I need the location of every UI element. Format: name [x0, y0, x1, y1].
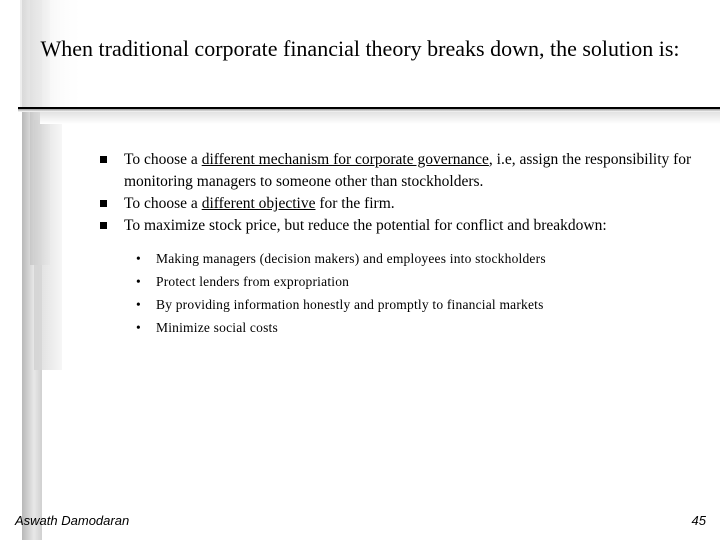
sub-bullet-text: Protect lenders from expropriation [156, 274, 350, 289]
dot-bullet-icon: • [136, 274, 141, 289]
decorative-rule-shadow-band [40, 112, 720, 124]
decorative-left-bar-3 [34, 120, 62, 370]
page-number: 45 [691, 513, 706, 528]
bullet-text-pre: To maximize stock price, but reduce the potential for conflict and breakdown: [124, 217, 607, 234]
bullet-underlined-text: different objective [201, 195, 316, 212]
square-bullet-icon [100, 200, 107, 207]
sub-bullet-text: Making managers (decision makers) and employees into stockholders [156, 251, 546, 266]
bullet-text-post: , i.e, assign the responsibility for monitoring managers to someone other than stockholders. [124, 151, 692, 190]
footer-author: Aswath Damodaran [15, 513, 130, 528]
dot-bullet-icon: • [136, 251, 141, 266]
bullet-item [98, 149, 698, 193]
dot-bullet-icon: • [136, 320, 141, 335]
main-bullet-list [98, 149, 698, 237]
bullet-text-post: for the firm. [315, 195, 395, 212]
bullet-underlined-text: different mechanism for corporate governance [201, 151, 489, 168]
title-divider-shadow [18, 109, 720, 112]
sub-bullet-text: Minimize social costs [156, 320, 278, 335]
sub-bullet-item [136, 293, 696, 316]
bullet-item [98, 215, 698, 237]
slide-title: When traditional corporate financial theory breaks down, the solution is: [40, 36, 680, 61]
bullet-text-pre: To choose a [124, 151, 202, 168]
bullet-item [98, 193, 698, 215]
sub-bullet-item [136, 316, 696, 339]
sub-bullet-item [136, 247, 696, 270]
square-bullet-icon [100, 156, 107, 163]
square-bullet-icon [100, 222, 107, 229]
dot-bullet-icon: • [136, 297, 141, 312]
sub-bullet-item [136, 270, 696, 293]
sub-bullet-text: By providing information honestly and promptly to financial markets [156, 297, 544, 312]
bullet-text-pre: To choose a [124, 195, 202, 212]
sub-bullet-list [136, 247, 696, 339]
